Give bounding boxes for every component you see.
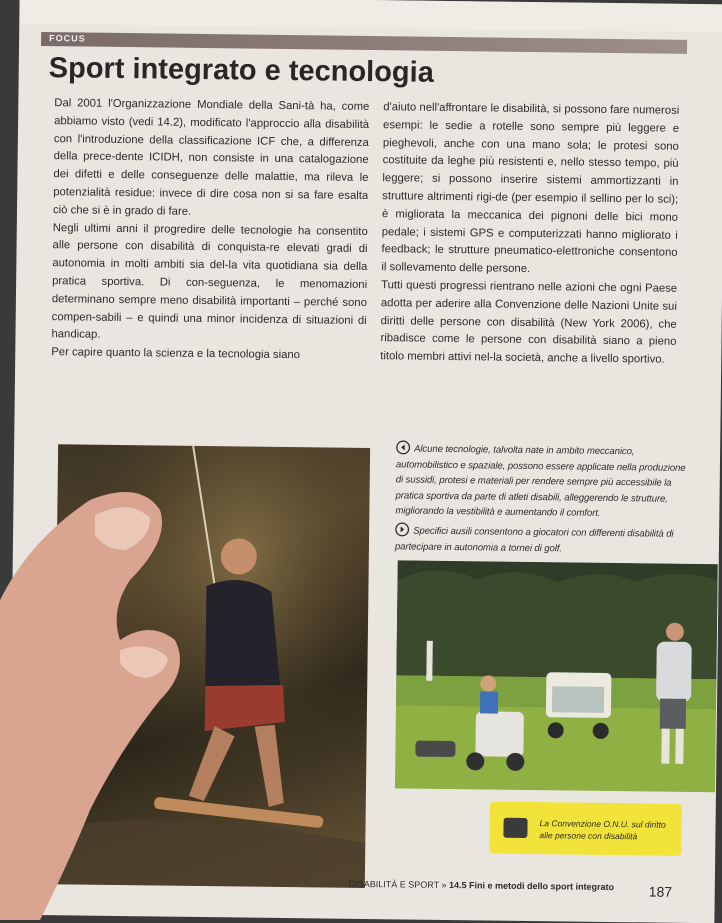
footer-separator: » — [441, 879, 447, 891]
left-arrow-circle-icon — [396, 440, 410, 454]
page-top-edge — [19, 0, 722, 32]
wakeboard-photo — [53, 444, 370, 888]
left-paragraph-1: Dal 2001 l'Organizzazione Mondiale della Sani-tà ha, come abbiamo visto (vedi 14.2), modificato l'approccio alla disabilità con l'introduzione della classificazione ICF che, a differenza della prece-dente ICIDH, non consiste in una catalogazione dei difetti e delle conseguenze delle malattie, ma rileva le potenzialità residue: invece di dire cosa non si sa fare esalta ciò che si è in grado di fare. — [52, 97, 370, 218]
page-footer — [349, 879, 614, 892]
focus-banner — [41, 32, 687, 54]
footer-section: DISABILITÀ E SPORT — [348, 878, 440, 890]
right-arrow-circle-icon — [395, 522, 409, 536]
left-paragraph-2: Negli ultimi anni il progredire delle tecnologie ha consentito alle persone con disabilità di conquista-re elevati gradi di autonomia in molti ambiti sia del-la vita quotidiana sia della pratica sportiva. Di con-seguenza, le menomazioni determinano sempre meno disabilità importanti – perché sono compen-sabili – e quindi una minor incidenza di situazioni di handicap. — [51, 221, 368, 342]
golf-photo — [395, 560, 718, 792]
left-paragraph-3: Per capire quanto la scienza e la tecnologia siano — [51, 346, 301, 362]
page-number: 187 — [648, 883, 673, 900]
book-page — [8, 0, 722, 923]
document-icon — [503, 818, 527, 838]
callout-text: La Convenzione O.N.U. sul diritto alle persone con disabilità — [539, 818, 666, 842]
right-paragraph-1: d'aiuto nell'affrontare le disabilità, si possono fare numerosi esempi: le sedie a rotelle sono sempre più leggere e pieghevoli, anche con una mano sola; le protesi sono costituite da leghe più resistenti e, nello stesso tempo, più leggere; si possono inserire sistemi ammortizzanti in strutture altrimenti rigi-de (per esempio il sellino per lo sci); è migliorata la meccanica dei pignoni delle bici mono pedale; i sistemi GPS e computerizzati hanno migliorato i feedback; le strutture pneumatico-elettroniche consentono il sollevamento delle persone. — [381, 101, 680, 276]
caption-golf: Specifici ausili consentono a giocatori con differenti disabilità di partecipare in autonomia a tornei di golf. — [395, 522, 685, 558]
left-column — [51, 95, 369, 366]
right-paragraph-2: Tutti questi progressi rientrano nelle azioni che ogni Paese adotta per aderire alla Convenzione delle Nazioni Unite sui diritti delle persone con disabilità (New York 2006), che ribadisce come le persone con disabilità siano a pieno titolo membri attivi nel-la società, anche a livello sportivo. — [380, 279, 678, 366]
page-title: Sport integrato e tecnologia — [48, 52, 435, 89]
focus-label: FOCUS — [49, 33, 86, 44]
footer-chapter: 14.5 Fini e metodi dello sport integrato — [448, 880, 615, 893]
caption-technology: Alcune tecnologie, talvolta nate in ambito meccanico, automobilistico e spaziale, possono essere applicate nella produzione di sussidi, protesi e materiali per rendere sempre più accessibile la pratica sportiva da parte di atleti disabili, alleggerendo le strutture, migliorando la vestibilità e aumentando il comfort. — [395, 440, 692, 522]
right-column — [380, 99, 679, 370]
